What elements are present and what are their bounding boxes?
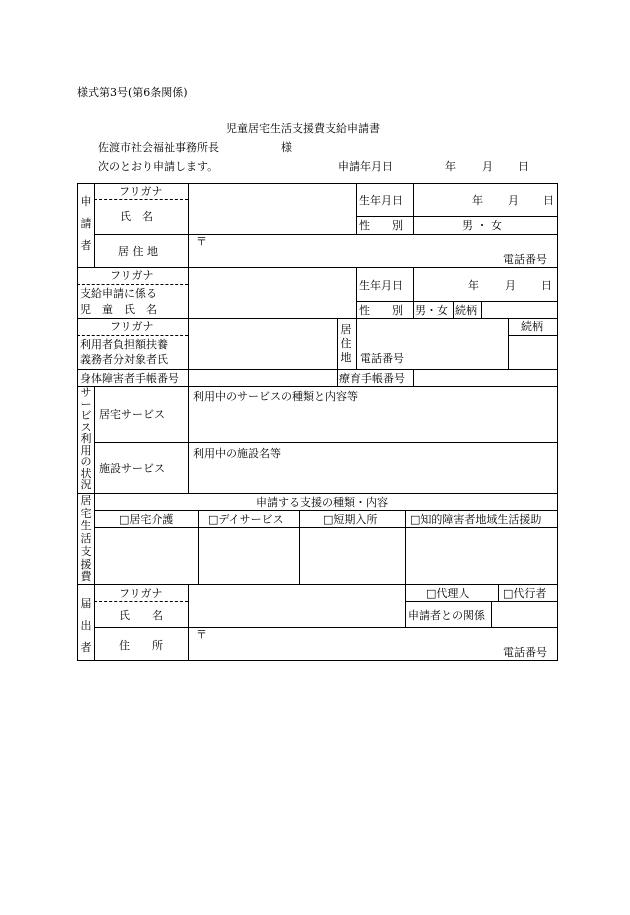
child-sex-options[interactable]: 男・女	[415, 304, 448, 317]
applicant-phone-label: 電話番号	[503, 253, 547, 266]
applicant-furigana-label: フリガナ	[119, 185, 163, 198]
filer-relation-label: 申請者との関係	[408, 609, 485, 622]
applicant-sex-label: 性 別	[359, 219, 403, 232]
applicant-group-label: 申請者	[80, 195, 92, 252]
applicant-name-field[interactable]	[188, 200, 356, 234]
supporter-furigana-label: フリガナ	[110, 320, 154, 333]
supporter-name-label-1: 利用者負担額扶養	[80, 338, 168, 351]
child-name-label-2: 児 童 氏 名	[80, 303, 157, 316]
addressee: 佐渡市社会福祉事務所長	[98, 141, 219, 154]
filer-group-label: 届出者	[80, 597, 92, 654]
form-number: 様式第3号(第6条関係)	[77, 86, 188, 99]
filer-name-field[interactable]	[188, 602, 405, 627]
applicant-address-label: 居 住 地	[118, 245, 158, 258]
form-title: 児童居宅生活支援費支給申請書	[226, 122, 380, 135]
child-dob-label: 生年月日	[359, 279, 403, 292]
filer-furigana-label: フリガナ	[119, 587, 163, 600]
applicant-address-field[interactable]	[188, 235, 557, 267]
filer-phone-label: 電話番号	[503, 646, 547, 659]
intro-text: 次のとおり申請します。	[98, 160, 219, 173]
filer-postal-mark: 〒	[196, 628, 207, 641]
support-option-home-care[interactable]: □居宅介護	[119, 513, 174, 526]
rehab-handbook-label: 療育手帳番号	[339, 372, 405, 385]
supporter-residence-label: 居住地	[340, 323, 352, 364]
applicant-dob-month: 月	[508, 194, 519, 207]
application-date-label: 申請年月日	[338, 160, 393, 173]
date-month: 月	[482, 160, 493, 173]
support-option-day-service[interactable]: □デイサービス	[208, 513, 284, 526]
support-heading: 申請する支援の種類・内容	[256, 496, 388, 509]
child-furigana-label: フリガナ	[110, 269, 154, 282]
physical-handbook-label: 身体障害者手帳番号	[80, 372, 179, 385]
home-service-note: 利用中のサービスの種類と内容等	[193, 390, 358, 403]
honorific: 様	[281, 141, 292, 154]
applicant-dob-day: 日	[543, 194, 554, 207]
applicant-dob-label: 生年月日	[359, 194, 403, 207]
date-day: 日	[518, 160, 529, 173]
applicant-name-label: 氏 名	[120, 210, 153, 223]
support-option-community-living[interactable]: □知的障害者地域生活援助	[410, 513, 542, 526]
filer-proxy-checkbox[interactable]: □代行者	[503, 587, 547, 600]
child-name-label-1: 支給申請に係る	[80, 287, 157, 300]
home-service-label: 居宅サービス	[99, 408, 165, 421]
child-name-field[interactable]	[188, 285, 356, 318]
child-dob-year: 年	[468, 279, 479, 292]
child-dob-day: 日	[541, 279, 552, 292]
applicant-dob-year: 年	[472, 194, 483, 207]
supporter-name-label-2: 義務者分対象者氏	[80, 353, 168, 366]
filer-name-label: 氏 名	[119, 609, 163, 622]
filer-agent-checkbox[interactable]: □代理人	[426, 587, 470, 600]
supporter-relation-label: 続柄	[521, 320, 543, 333]
child-dob-month: 月	[505, 279, 516, 292]
applicant-postal-mark: 〒	[196, 235, 207, 248]
applicant-sex-options[interactable]: 男 ・ 女	[462, 219, 502, 232]
supporter-phone-label: 電話番号	[360, 352, 404, 365]
child-relation-label: 続柄	[455, 304, 477, 317]
facility-service-label: 施設サービス	[99, 462, 165, 475]
filer-address-field[interactable]	[188, 628, 557, 660]
rehab-handbook-field[interactable]	[413, 370, 557, 386]
supporter-name-field[interactable]	[188, 336, 337, 369]
physical-handbook-field[interactable]	[188, 370, 337, 386]
filer-address-label: 住 所	[119, 639, 163, 652]
child-sex-label: 性 別	[359, 304, 403, 317]
service-group-label: サービス利用の状況	[80, 386, 92, 491]
support-group-label: 居宅生活支援費	[80, 494, 92, 584]
facility-service-note: 利用中の施設名等	[193, 447, 281, 460]
support-option-short-stay[interactable]: □短期入所	[323, 513, 378, 526]
applicant-furigana-field[interactable]	[188, 185, 356, 200]
date-year: 年	[445, 160, 456, 173]
